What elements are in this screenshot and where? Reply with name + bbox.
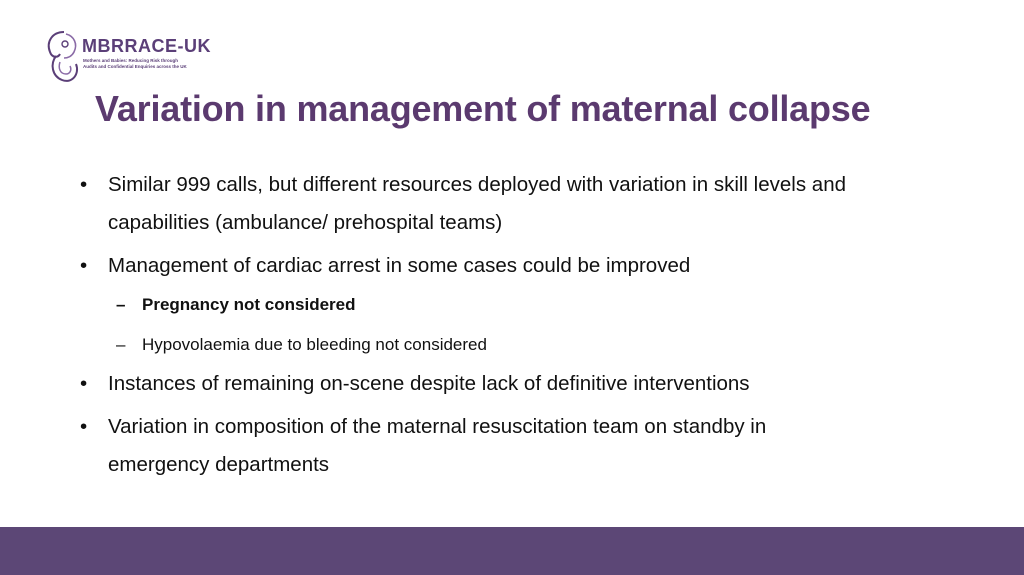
bullet-text-line: Similar 999 calls, but different resources deployed with variation in skill levels and [108, 173, 846, 196]
logo-tagline-line: Mothers and Babies: Reducing Risk through [83, 58, 179, 63]
bullet-text-line: Variation in composition of the maternal resuscitation team on standby in [108, 415, 767, 438]
sub-bullet-marker: – [116, 335, 126, 354]
slide-title: Variation in management of maternal collapse [95, 88, 871, 129]
footer-bar [0, 527, 1024, 575]
bullet-item [78, 247, 978, 285]
bullet-marker: • [80, 372, 88, 395]
mbrrace-logo [42, 28, 242, 88]
sub-bullet-marker: – [116, 295, 126, 314]
bullet-marker: • [80, 415, 88, 438]
bullet-item [78, 166, 978, 242]
logo-tagline-line: Audits and Confidential Enquiries across the UK [83, 63, 187, 69]
bullet-item [78, 365, 978, 403]
mother-baby-logo-icon [42, 28, 84, 86]
bullet-text-line: capabilities (ambulance/ prehospital teams) [108, 211, 503, 234]
sub-bullet-item [78, 285, 978, 325]
logo-tagline [83, 58, 243, 69]
sub-bullet-text: Pregnancy not considered [142, 295, 356, 314]
bullet-text-line: emergency departments [108, 453, 330, 476]
bullet-item [78, 408, 978, 484]
bullet-marker: • [80, 173, 88, 196]
bullet-text-line: Management of cardiac arrest in some cases could be improved [108, 254, 691, 277]
sub-bullet-item [78, 325, 978, 365]
logo-wordmark: MBRRACE-UK [82, 36, 211, 56]
bullet-list [78, 166, 978, 484]
sub-bullet-text: Hypovolaemia due to bleeding not considered [142, 335, 487, 354]
bullet-text-line: Instances of remaining on-scene despite lack of definitive interventions [108, 372, 750, 395]
bullet-marker: • [80, 254, 88, 277]
